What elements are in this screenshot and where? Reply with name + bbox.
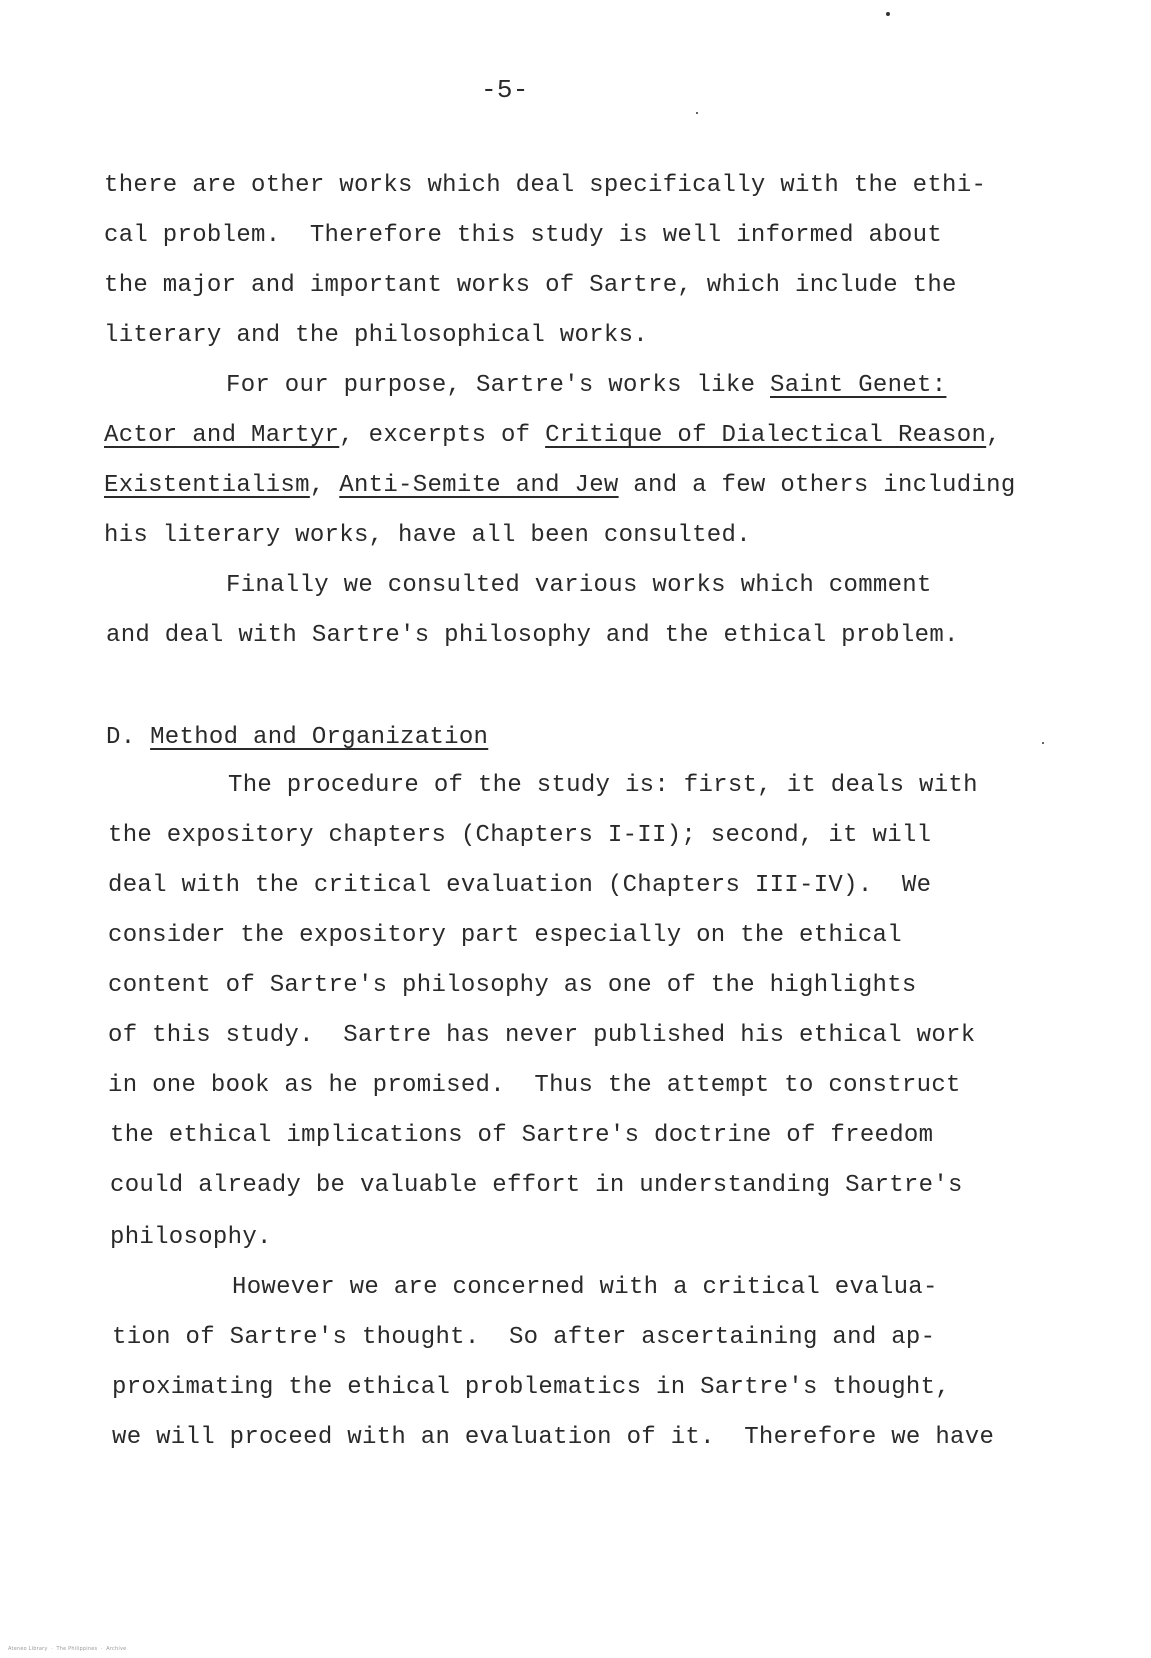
paragraph-3-line-2: and deal with Sartre's philosophy and the ethical problem.: [106, 622, 959, 649]
section-title: Method and Organization: [150, 724, 489, 751]
book-title-anti-semite: Anti-Semite and Jew: [339, 472, 619, 499]
paragraph-5-line-4: we will proceed with an evaluation of it. Therefore we have: [112, 1424, 995, 1451]
paragraph-4-line-10: philosophy.: [110, 1224, 272, 1251]
book-title-saint-genet: Saint Genet:: [770, 372, 947, 399]
paragraph-1-line-2: cal problem. Therefore this study is well informed about: [104, 222, 943, 249]
scan-speck: [1042, 742, 1044, 744]
paragraph-4-line-3: deal with the critical evaluation (Chapters III-IV). We: [108, 872, 932, 899]
paragraph-5-line-3: proximating the ethical problematics in Sartre's thought,: [112, 1374, 951, 1401]
book-title-saint-genet-cont: Actor and Martyr: [104, 422, 340, 449]
paragraph-4-line-8: the ethical implications of Sartre's doctrine of freedom: [110, 1122, 934, 1149]
book-title-existentialism: Existentialism: [104, 472, 310, 499]
paragraph-3-line-1: Finally we consulted various works which comment: [226, 572, 932, 599]
paragraph-1-line-4: literary and the philosophical works.: [104, 322, 648, 349]
paragraph-4-line-4: consider the expository part especially on the ethical: [108, 922, 902, 949]
paragraph-2-line-2: [104, 422, 1001, 450]
book-title-critique: Critique of Dialectical Reason: [545, 422, 987, 449]
paragraph-1-line-3: the major and important works of Sartre, which include the: [104, 272, 957, 299]
archive-stamp: Ateneo Library · The Philippines · Archive: [8, 1646, 127, 1652]
paragraph-4-line-9: could already be valuable effort in understanding Sartre's: [110, 1172, 963, 1199]
paragraph-2-line-4: his literary works, have all been consulted.: [104, 522, 751, 549]
paragraph-2-line-3: [104, 472, 1016, 500]
paragraph-5-line-1: However we are concerned with a critical evalua-: [232, 1274, 938, 1301]
scan-speck: [696, 112, 698, 114]
paragraph-2-text: ,: [309, 472, 340, 499]
paragraph-4-line-7: in one book as he promised. Thus the attempt to construct: [108, 1072, 961, 1099]
paragraph-2-text: ,: [986, 422, 1001, 449]
scan-speck: [886, 12, 890, 16]
section-heading: [106, 724, 488, 752]
paragraph-4-line-1: The procedure of the study is: first, it deals with: [228, 772, 978, 799]
paragraph-4-line-5: content of Sartre's philosophy as one of the highlights: [108, 972, 917, 999]
paragraph-2-text: For our purpose, Sartre's works like: [226, 372, 770, 399]
paragraph-2-line-1: [226, 372, 946, 400]
page-number: -5-: [481, 75, 529, 105]
paragraph-1-line-1: there are other works which deal specifically with the ethi-: [104, 172, 987, 199]
paragraph-2-text: and a few others including: [618, 472, 1016, 499]
paragraph-4-line-2: the expository chapters (Chapters I-II); second, it will: [108, 822, 932, 849]
paragraph-5-line-2: tion of Sartre's thought. So after ascertaining and ap-: [112, 1324, 936, 1351]
paragraph-2-text: , excerpts of: [339, 422, 546, 449]
section-label: D.: [106, 724, 136, 751]
paragraph-4-line-6: of this study. Sartre has never published his ethical work: [108, 1022, 976, 1049]
